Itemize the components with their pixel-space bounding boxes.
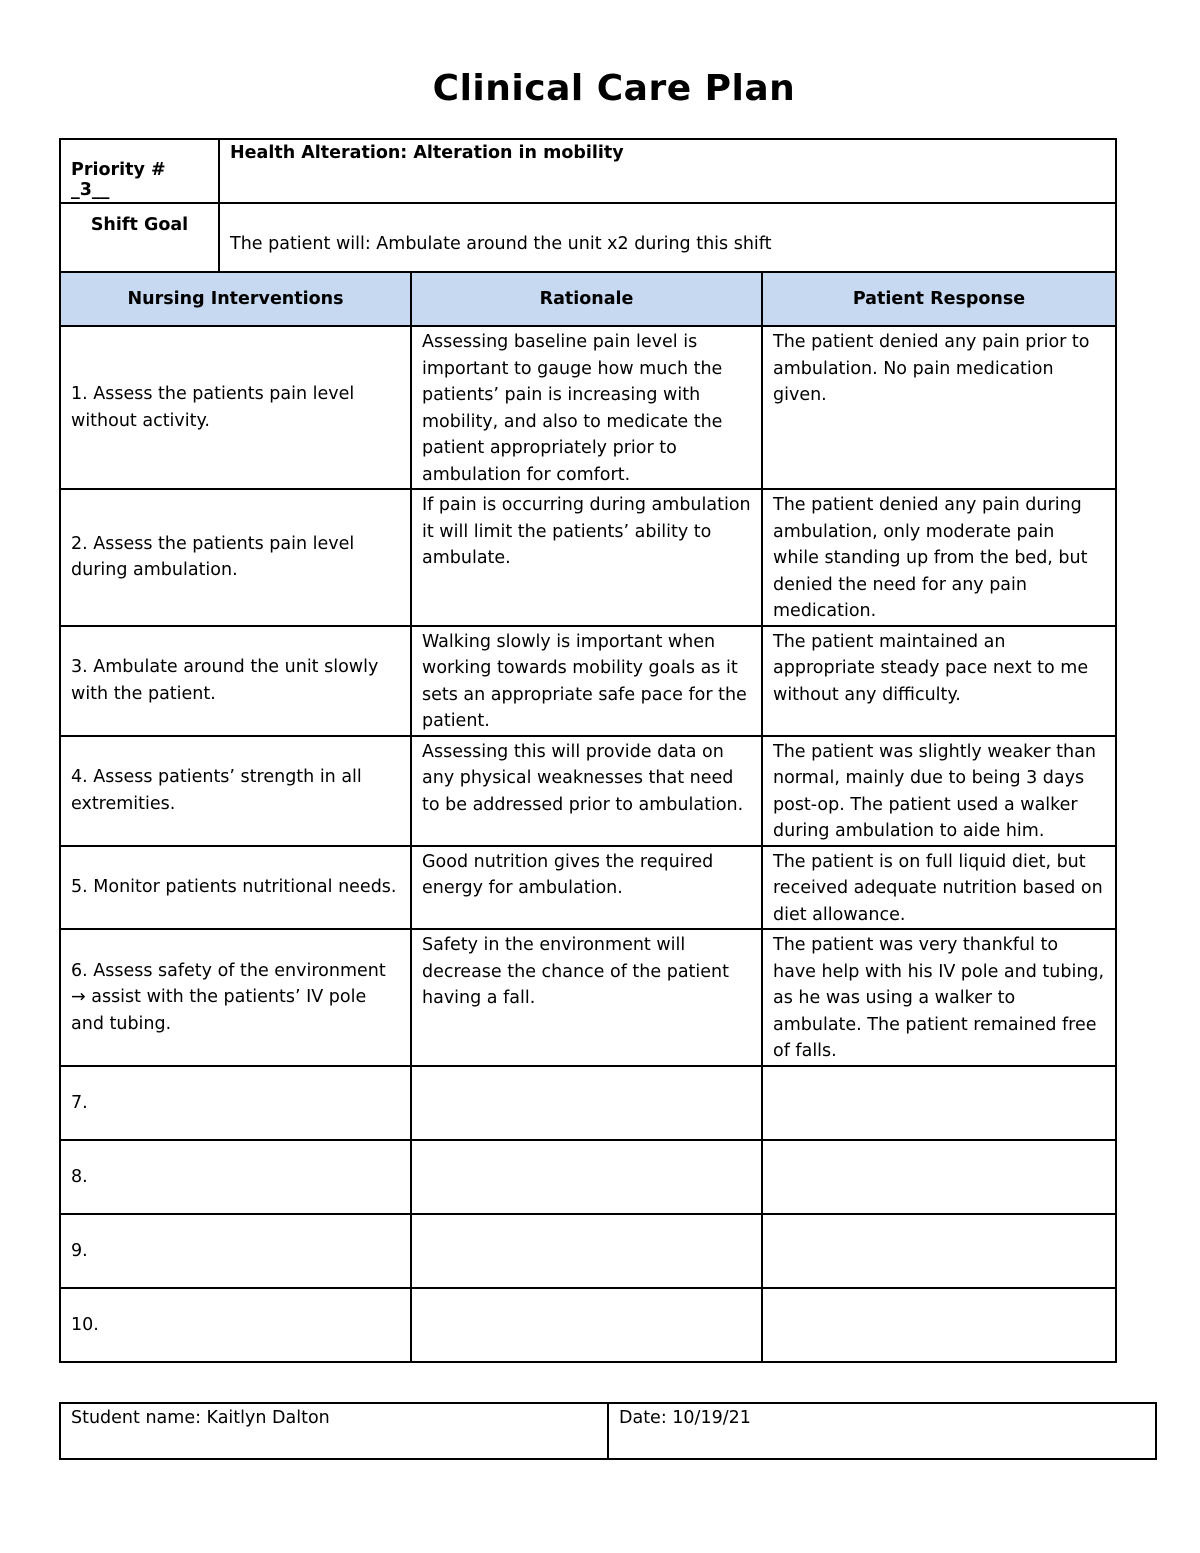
rationale-cell: Safety in the environment will decrease the chance of the patient having a fall. [411, 929, 762, 1066]
priority-label: Priority # _3__ [60, 139, 219, 203]
page-title: Clinical Care Plan [432, 68, 796, 109]
rationale-cell [411, 1214, 762, 1288]
response-cell [762, 1066, 1116, 1140]
intervention-cell: 7. [60, 1066, 411, 1140]
table-row [60, 489, 1116, 626]
shift-goal-text: The patient will: Ambulate around the unit x2 during this shift [219, 203, 1116, 272]
shift-goal-label: Shift Goal [60, 203, 219, 272]
intervention-cell: 1. Assess the patients pain level without activity. [60, 326, 411, 489]
column-header-response: Patient Response [762, 272, 1116, 326]
intervention-cell: 2. Assess the patients pain level during ambulation. [60, 489, 411, 626]
rationale-cell: Walking slowly is important when working towards mobility goals as it sets an appropriate safe pace for the patient. [411, 626, 762, 736]
column-header-rationale: Rationale [411, 272, 762, 326]
intervention-cell: 6. Assess safety of the environment → assist with the patients’ IV pole and tubing. [60, 929, 411, 1066]
response-cell: The patient is on full liquid diet, but received adequate nutrition based on diet allowance. [762, 846, 1116, 930]
intervention-cell: 8. [60, 1140, 411, 1214]
column-header-interventions: Nursing Interventions [60, 272, 411, 326]
table-row [60, 736, 1116, 846]
intervention-cell: 3. Ambulate around the unit slowly with the patient. [60, 626, 411, 736]
table-row [60, 1288, 1116, 1362]
intervention-cell: 4. Assess patients’ strength in all extremities. [60, 736, 411, 846]
rationale-cell [411, 1140, 762, 1214]
rationale-cell: Assessing baseline pain level is important to gauge how much the patients’ pain is increasing with mobility, and also to medicate the patient appropriately prior to ambulation for comfort. [411, 326, 762, 489]
rationale-cell: Assessing this will provide data on any physical weaknesses that need to be addressed prior to ambulation. [411, 736, 762, 846]
intervention-cell: 5. Monitor patients nutritional needs. [60, 846, 411, 930]
table-row [60, 326, 1116, 489]
table-row [60, 1066, 1116, 1140]
date-field: Date: 10/19/21 [608, 1403, 1156, 1459]
table-row [60, 1214, 1116, 1288]
response-cell: The patient was slightly weaker than normal, mainly due to being 3 days post-op. The patient used a walker during ambulation to aide him. [762, 736, 1116, 846]
care-plan-table [59, 271, 1117, 1363]
student-name: Student name: Kaitlyn Dalton [60, 1403, 608, 1459]
table-row [60, 626, 1116, 736]
plan-header-table [59, 138, 1117, 273]
rationale-cell: Good nutrition gives the required energy for ambulation. [411, 846, 762, 930]
response-cell: The patient denied any pain prior to ambulation. No pain medication given. [762, 326, 1116, 489]
rationale-cell: If pain is occurring during ambulation it will limit the patients’ ability to ambulate. [411, 489, 762, 626]
response-cell [762, 1214, 1116, 1288]
health-alteration: Health Alteration: Alteration in mobility [219, 139, 1116, 203]
response-cell [762, 1288, 1116, 1362]
response-cell: The patient maintained an appropriate steady pace next to me without any difficulty. [762, 626, 1116, 736]
table-row [60, 1140, 1116, 1214]
intervention-cell: 9. [60, 1214, 411, 1288]
rationale-cell [411, 1288, 762, 1362]
response-cell: The patient was very thankful to have help with his IV pole and tubing, as he was using a walker to ambulate. The patient remained free of falls. [762, 929, 1116, 1066]
rationale-cell [411, 1066, 762, 1140]
response-cell [762, 1140, 1116, 1214]
table-row [60, 846, 1116, 930]
response-cell: The patient denied any pain during ambulation, only moderate pain while standing up from the bed, but denied the need for any pain medication. [762, 489, 1116, 626]
intervention-cell: 10. [60, 1288, 411, 1362]
table-row [60, 929, 1116, 1066]
signature-table [59, 1402, 1157, 1460]
